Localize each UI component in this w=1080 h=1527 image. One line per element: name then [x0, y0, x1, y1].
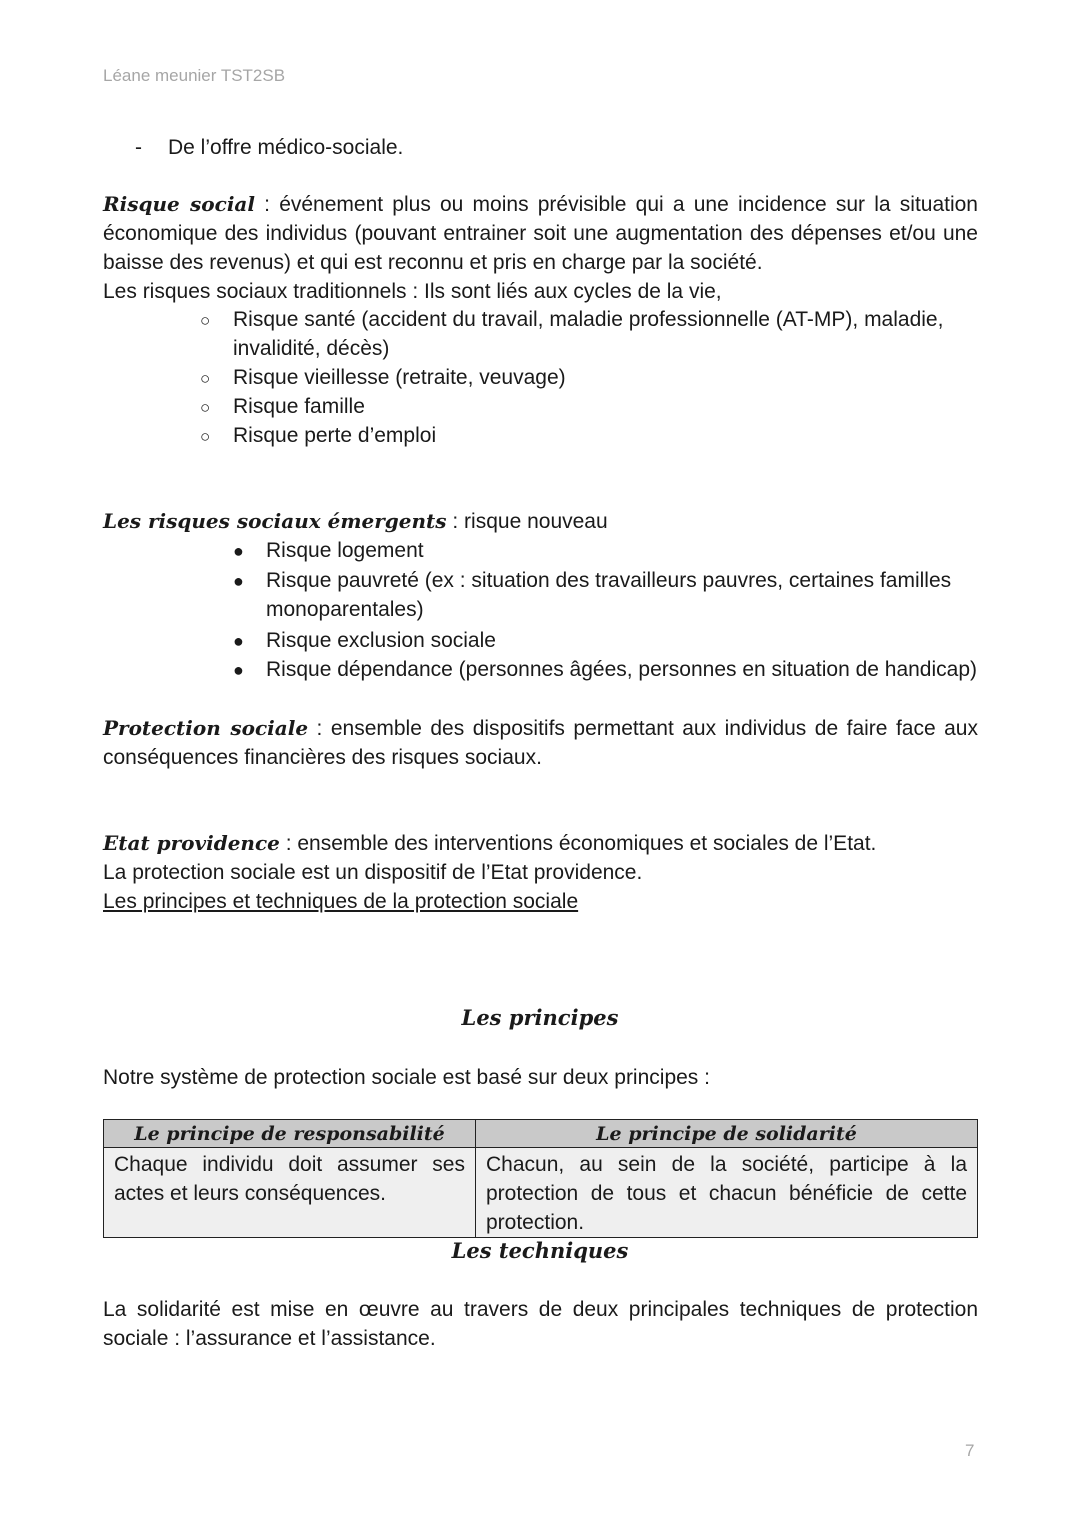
etat-providence-definition: : ensemble des interventions économiques et sociales de l’Etat.	[279, 832, 877, 855]
circle-bullet-icon: ○	[200, 398, 211, 417]
bullet-icon: ●	[233, 541, 244, 561]
page-number: 7	[965, 1441, 975, 1460]
dash-bullet: -	[135, 136, 142, 159]
bullet-icon: ●	[233, 571, 244, 591]
etat-providence-paragraph	[103, 829, 978, 858]
principes-intro: Notre système de protection sociale est basé sur deux principes :	[103, 1066, 710, 1089]
emergent-item: Risque logement	[266, 539, 424, 562]
table-header-responsabilite: Le principe de responsabilité	[104, 1120, 476, 1148]
bullet-icon: ●	[233, 631, 244, 651]
risque-social-paragraph	[103, 190, 978, 277]
circle-bullet-icon: ○	[200, 311, 211, 330]
emergents-term: Les risques sociaux émergents	[103, 509, 447, 533]
protection-sociale-term: Protection sociale	[103, 716, 309, 740]
circle-bullet-icon: ○	[200, 369, 211, 388]
emergent-item: Risque pauvreté (ex : situation des travailleurs pauvres, certaines familles	[266, 569, 952, 592]
page-header-author: Léane meunier TST2SB	[103, 66, 286, 85]
emergent-item: Risque exclusion sociale	[266, 629, 496, 652]
protection-sociale-paragraph	[103, 714, 978, 772]
table-cell-solidarite: Chacun, au sein de la société, participe à la protection de tous et chacun bénéficie de cette protection.	[476, 1148, 978, 1238]
traditionnel-item: Risque famille	[233, 395, 365, 418]
traditionnel-item: Risque vieillesse (retraite, veuvage)	[233, 366, 566, 389]
table-cell-responsabilite: Chaque individu doit assumer ses actes et leurs conséquences.	[104, 1148, 476, 1238]
techniques-paragraph: La solidarité est mise en œuvre au travers de deux principales techniques de protection sociale : l’assurance et l’assistance.	[103, 1298, 978, 1350]
etat-providence-line2: La protection sociale est un dispositif de l’Etat providence.	[103, 861, 643, 884]
etat-providence-term: Etat providence	[103, 831, 280, 855]
traditionnel-item: Risque santé (accident du travail, maladie professionnelle (AT-MP), maladie,	[233, 308, 944, 331]
table-header-solidarite: Le principe de solidarité	[476, 1120, 978, 1148]
traditionnel-item-continuation: invalidité, décès)	[233, 337, 390, 360]
intro-list-item: De l’offre médico-sociale.	[168, 136, 404, 159]
principes-heading: Les principes	[461, 1005, 619, 1030]
traditionnels-intro: Les risques sociaux traditionnels : Ils sont liés aux cycles de la vie,	[103, 280, 722, 303]
bullet-icon: ●	[233, 660, 244, 680]
risque-social-term: Risque social	[103, 192, 255, 216]
section-subtitle-text: Les principes et techniques de la protection sociale	[103, 890, 579, 913]
risque-social-definition: : événement plus ou moins prévisible qui a une incidence sur la situation économique des individus (pouvant entrainer soit une augmentation des dépenses et/ou une baisse des revenus) et qui est reconnu et pris en charge par la société.	[103, 193, 978, 274]
section-subtitle	[103, 887, 978, 916]
principes-table	[103, 1119, 978, 1238]
circle-bullet-icon: ○	[200, 427, 211, 446]
traditionnel-item: Risque perte d’emploi	[233, 424, 437, 447]
protection-sociale-definition: : ensemble des dispositifs permettant aux individus de faire face aux conséquences financières des risques sociaux.	[103, 717, 978, 769]
emergent-item: Risque dépendance (personnes âgées, personnes en situation de handicap)	[266, 658, 978, 681]
emergents-paragraph	[103, 507, 978, 536]
emergent-item-continuation: monoparentales)	[266, 598, 424, 621]
emergents-definition: : risque nouveau	[446, 510, 608, 533]
techniques-heading: Les techniques	[451, 1238, 629, 1263]
